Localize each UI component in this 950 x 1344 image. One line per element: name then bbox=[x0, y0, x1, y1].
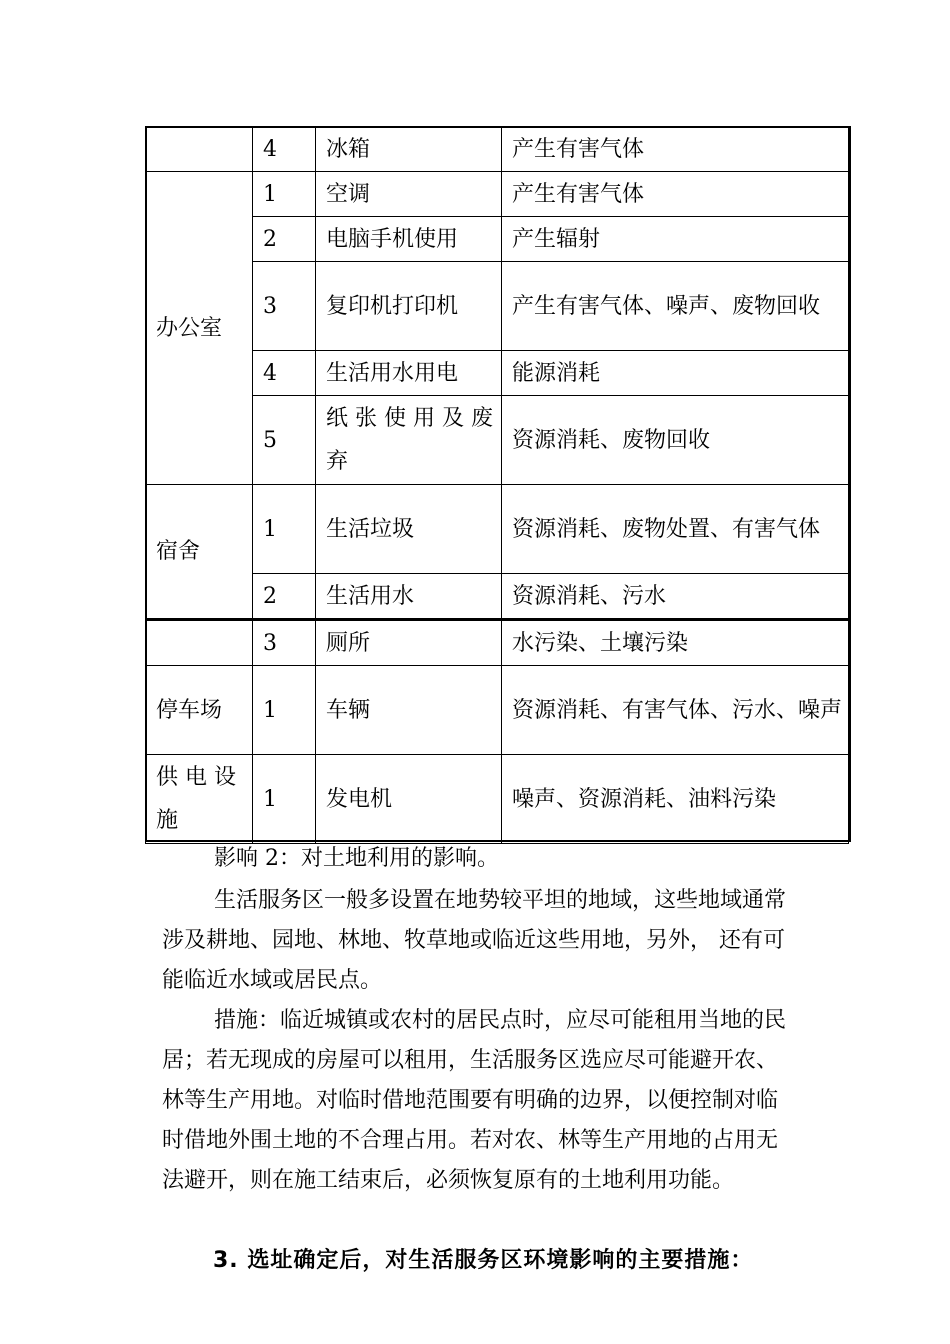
impact-cell: 能源消耗 bbox=[502, 351, 849, 396]
table-row bbox=[146, 127, 849, 172]
item-cell: 发电机 bbox=[316, 755, 502, 844]
number-cell: 2 bbox=[253, 574, 316, 620]
category-cell: 供电设施 bbox=[146, 755, 253, 844]
item-cell: 复印机打印机 bbox=[316, 262, 502, 351]
number-cell: 2 bbox=[253, 217, 316, 262]
impact-caption: 影响 2：对土地利用的影响。 bbox=[214, 846, 499, 871]
number-cell: 1 bbox=[253, 172, 316, 217]
item-cell: 纸张使用及废弃 bbox=[316, 396, 502, 485]
impact-cell: 噪声、资源消耗、油料污染 bbox=[502, 755, 849, 844]
item-cell: 生活垃圾 bbox=[316, 485, 502, 574]
number-cell: 3 bbox=[253, 620, 316, 666]
table-row bbox=[146, 666, 849, 755]
number-cell: 1 bbox=[253, 666, 316, 755]
number-cell: 3 bbox=[253, 262, 316, 351]
category-cell: 宿舍 bbox=[146, 485, 253, 620]
table-row bbox=[146, 485, 849, 574]
number-cell: 4 bbox=[253, 351, 316, 396]
number-cell: 5 bbox=[253, 396, 316, 485]
category-cell: 办公室 bbox=[146, 172, 253, 485]
impact-cell: 资源消耗、废物处置、有害气体 bbox=[502, 485, 849, 574]
impact-cell: 产生有害气体 bbox=[502, 172, 849, 217]
table-row bbox=[146, 620, 849, 666]
paragraph-measures bbox=[162, 1001, 792, 1201]
impact-cell: 水污染、土壤污染 bbox=[502, 620, 849, 666]
impact-cell: 产生有害气体、噪声、废物回收 bbox=[502, 262, 849, 351]
item-cell: 冰箱 bbox=[316, 127, 502, 172]
category-cell bbox=[146, 620, 253, 666]
item-cell: 厕所 bbox=[316, 620, 502, 666]
category-cell: 停车场 bbox=[146, 666, 253, 755]
category-cell bbox=[146, 127, 253, 172]
impact-cell: 资源消耗、有害气体、污水、噪声 bbox=[502, 666, 849, 755]
impact-cell: 产生有害气体 bbox=[502, 127, 849, 172]
table-row bbox=[146, 172, 849, 217]
paragraph-text: 措施：临近城镇或农村的居民点时，应尽可能租用当地的民居；若无现成的房屋可以租用，生活服务区选应尽可能避开农、林等生产用地。对临时借地范围要有明确的边界，以便控制对临时借地外围土地的不合理占用。若对农、林等生产用地的占用无法避开，则在施工结束后，必须恢复原有的土地利用功能。 bbox=[162, 1008, 787, 1193]
number-cell: 4 bbox=[253, 127, 316, 172]
item-cell: 生活用水 bbox=[316, 574, 502, 620]
table-row bbox=[146, 755, 849, 844]
paragraph-text: 生活服务区一般多设置在地势较平坦的地域，这些地域通常涉及耕地、园地、林地、牧草地或临近这些用地，另外， 还有可能临近水域或居民点。 bbox=[162, 888, 787, 993]
item-cell: 电脑手机使用 bbox=[316, 217, 502, 262]
environment-impact-table bbox=[145, 126, 849, 844]
impact-cell: 资源消耗、废物回收 bbox=[502, 396, 849, 485]
item-cell: 空调 bbox=[316, 172, 502, 217]
number-cell: 1 bbox=[253, 485, 316, 574]
item-cell: 车辆 bbox=[316, 666, 502, 755]
impact-cell: 产生辐射 bbox=[502, 217, 849, 262]
item-cell: 生活用水用电 bbox=[316, 351, 502, 396]
paragraph-land-use bbox=[162, 881, 792, 1001]
number-cell: 1 bbox=[253, 755, 316, 844]
section-heading: 3. 选址确定后，对生活服务区环境影响的主要措施： bbox=[213, 1248, 754, 1273]
impact-cell: 资源消耗、污水 bbox=[502, 574, 849, 620]
